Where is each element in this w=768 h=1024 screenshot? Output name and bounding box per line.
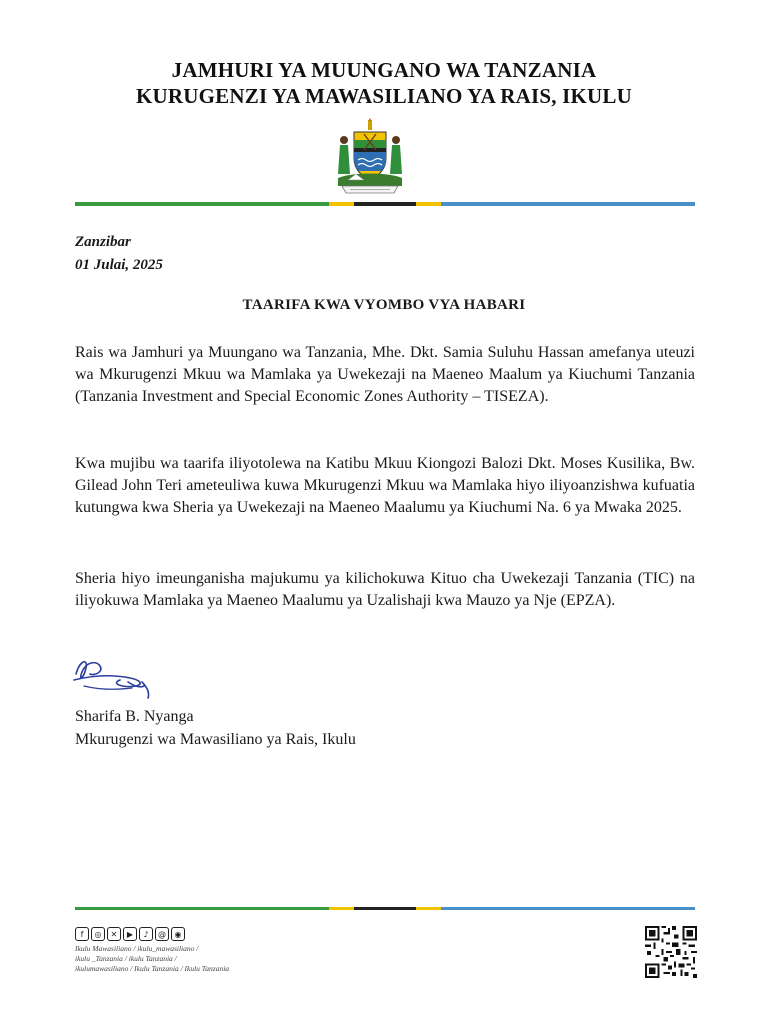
x-icon[interactable]: ✕ [107,927,121,941]
header-color-stripe [75,202,695,206]
header-republic-name: JAMHURI YA MUUNGANO WA TANZANIA [171,58,597,82]
body-paragraph-1: Rais wa Jamhuri ya Muungano wa Tanzania, Mhe. Dkt. Samia Suluhu Hassan amefanya uteuzi wa Mkurugenzi Mkuu wa Mamlaka ya Uwekezaji na Maeneo Maalum ya Kiuchumi Tanzania (Tanzania Investment and Special Economic Zones Authority – TISEZA). [75,344,695,405]
footer-color-stripe [75,907,695,910]
header-directorate-name: KURUGENZI YA MAWASILIANO YA RAIS, IKULU [136,84,632,108]
facebook-icon[interactable]: f [75,927,89,941]
tiktok-icon[interactable]: ♪ [139,927,153,941]
letter-place: Zanzibar [75,234,131,250]
threads-icon[interactable]: @ [155,927,169,941]
handles-line-3: ikulumawasiliano / Ikulu Tanzania / Ikulu Tanzania [75,964,230,973]
handles-line-1: Ikulu Mawasiliano / ikulu_mawasiliano / [75,944,199,953]
handles-line-2: ikulu _Tanzania / ikulu Tanzania / [75,954,177,963]
body-paragraph-2: Kwa mujibu wa taarifa iliyotolewa na Katibu Mkuu Kiongozi Balozi Dkt. Moses Kusilika, Bw. Gilead John Teri ameteuliwa kuwa Mkurugenzi Mkuu wa Mamlaka hiyo iliyoanzishwa kufuatia kutungwa kwa Sheria ya Uwekezaji na Maeneo Maalumu ya Kiuchumi Na. 6 ya Mwaka 2025. [75,455,695,516]
social-handles [75,944,265,974]
handwritten-signature [70,652,165,702]
signer-name: Sharifa B. Nyanga [75,708,194,725]
coat-of-arms-icon [334,118,406,194]
instagram-icon[interactable]: ◎ [91,927,105,941]
podcast-icon[interactable]: ◉ [171,927,185,941]
youtube-icon[interactable]: ▶ [123,927,137,941]
signer-role: Mkurugenzi wa Mawasiliano ya Rais, Ikulu [75,731,356,748]
social-icons-row [75,927,185,941]
letter-title: TAARIFA KWA VYOMBO VYA HABARI [242,297,526,313]
body-paragraph-3: Sheria hiyo imeunganisha majukumu ya kilichokuwa Kituo cha Uwekezaji Tanzania (TIC) na iliyokuwa Mamlaka ya Maeneo Maalumu ya Uzalishaji kwa Mauzo ya Nje (EPZA). [75,570,695,609]
letter-date: 01 Julai, 2025 [75,257,163,273]
qr-code-icon [645,926,697,978]
